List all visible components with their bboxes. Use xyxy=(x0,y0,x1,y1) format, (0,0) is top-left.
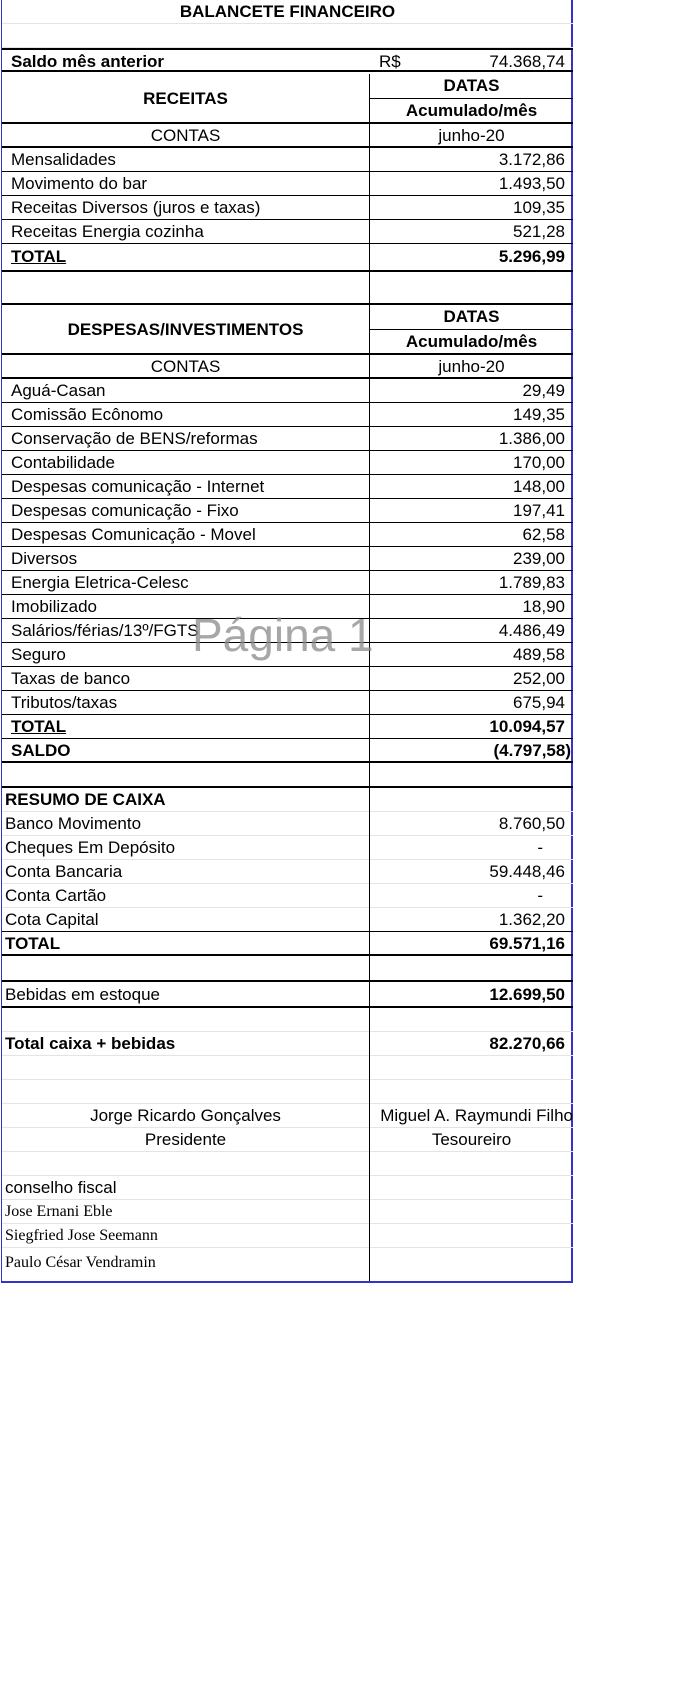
saldo-anterior-row xyxy=(2,48,573,72)
conselho-label: conselho fiscal xyxy=(5,1178,117,1197)
conselho-header-row xyxy=(2,1176,573,1200)
resumo-header-empty xyxy=(369,788,573,812)
table-row xyxy=(2,619,573,643)
receitas-acumulado: Acumulado/mês xyxy=(369,99,573,124)
table-row xyxy=(2,836,573,860)
spacer-cell xyxy=(369,272,573,305)
conselho-empty xyxy=(369,1200,573,1224)
table-row xyxy=(2,1224,573,1248)
table-row xyxy=(2,547,573,571)
table-row xyxy=(2,571,573,595)
table-row xyxy=(2,691,573,715)
tesoureiro-name-cell xyxy=(369,1104,573,1128)
saldo-anterior-label: Saldo mês anterior xyxy=(11,52,165,71)
spreadsheet-page xyxy=(1,0,573,1283)
title-row xyxy=(2,0,573,24)
receita-value: 109,35 xyxy=(369,196,573,220)
receita-label: Mensalidades xyxy=(11,150,116,169)
despesa-value: 62,58 xyxy=(369,523,573,547)
receitas-header: RECEITAS xyxy=(143,89,228,108)
despesa-label: Contabilidade xyxy=(11,453,115,472)
resumo-value: - xyxy=(369,836,573,860)
table-row xyxy=(2,523,573,547)
despesa-value: 1.386,00 xyxy=(369,427,573,451)
despesa-value: 148,00 xyxy=(369,475,573,499)
spacer-row xyxy=(2,1152,573,1176)
bebidas-row xyxy=(2,982,573,1008)
resumo-label: Cota Capital xyxy=(5,910,99,929)
receitas-period: junho-20 xyxy=(369,124,573,148)
receitas-header-block xyxy=(2,74,573,124)
despesa-value: 239,00 xyxy=(369,547,573,571)
resumo-header: RESUMO DE CAIXA xyxy=(5,790,166,809)
despesas-contas-label: CONTAS xyxy=(150,357,221,376)
receita-label: Receitas Energia cozinha xyxy=(11,222,204,241)
spacer-cell xyxy=(369,1056,573,1080)
saldo-label: SALDO xyxy=(11,741,71,760)
spacer-cell xyxy=(369,763,573,788)
receita-value: 3.172,86 xyxy=(369,148,573,172)
table-row xyxy=(2,172,573,196)
spacer-cell xyxy=(369,1080,573,1104)
page-title: BALANCETE FINANCEIRO xyxy=(179,2,396,21)
conselho-member: Siegfried Jose Seemann xyxy=(5,1227,158,1244)
despesa-value: 29,49 xyxy=(369,379,573,403)
conselho-empty xyxy=(369,1176,573,1200)
receita-label: Movimento do bar xyxy=(11,174,148,193)
table-row xyxy=(2,148,573,172)
receita-value: 521,28 xyxy=(369,220,573,244)
resumo-value: - xyxy=(369,884,573,908)
table-row xyxy=(2,499,573,523)
table-row xyxy=(2,667,573,691)
despesa-value: 4.486,49 xyxy=(369,619,573,643)
despesas-total-text: TOTAL xyxy=(11,717,67,736)
despesa-label: Seguro xyxy=(11,645,66,664)
resumo-value: 59.448,46 xyxy=(369,860,573,884)
despesa-value: 1.789,83 xyxy=(369,571,573,595)
despesas-datas: DATAS xyxy=(369,305,573,330)
conselho-member: Paulo César Vendramin xyxy=(5,1254,156,1271)
resumo-label: Cheques Em Depósito xyxy=(5,838,176,857)
receitas-total-text: TOTAL xyxy=(11,247,67,266)
presidente-name: Jorge Ricardo Gonçalves xyxy=(90,1106,281,1125)
spacer-cell xyxy=(369,1152,573,1176)
total-caixa-label: Total caixa + bebidas xyxy=(5,1034,176,1053)
signature-names-row xyxy=(2,1104,573,1128)
despesa-value: 149,35 xyxy=(369,403,573,427)
spacer-row xyxy=(2,1080,573,1104)
spacer-row xyxy=(2,1056,573,1080)
resumo-value: 1.362,20 xyxy=(369,908,573,932)
bebidas-label: Bebidas em estoque xyxy=(5,985,160,1004)
signature-roles-row xyxy=(2,1128,573,1152)
spacer-row xyxy=(2,1008,573,1032)
despesa-label: Tributos/taxas xyxy=(11,693,118,712)
despesa-label: Despesas comunicação - Internet xyxy=(11,477,265,496)
spacer-cell xyxy=(369,956,573,982)
resumo-total-label: TOTAL xyxy=(5,934,61,953)
tesoureiro-name: Miguel A. Raymundi Filho xyxy=(380,1106,573,1125)
receita-label: Receitas Diversos (juros e taxas) xyxy=(11,198,261,217)
despesas-contas-row xyxy=(2,355,573,379)
despesa-label: Imobilizado xyxy=(11,597,97,616)
presidente-role: Presidente xyxy=(144,1130,227,1149)
saldo-anterior-value: 74.368,74 xyxy=(489,52,565,71)
despesa-value: 675,94 xyxy=(369,691,573,715)
despesa-label: Energia Eletrica-Celesc xyxy=(11,573,189,592)
receitas-contas-row xyxy=(2,124,573,148)
table-row xyxy=(2,884,573,908)
resumo-label: Conta Bancaria xyxy=(5,862,123,881)
receitas-contas-label: CONTAS xyxy=(150,126,221,145)
despesa-value: 170,00 xyxy=(369,451,573,475)
saldo-row xyxy=(2,739,573,763)
table-row xyxy=(2,403,573,427)
table-row xyxy=(2,1200,573,1224)
despesa-label: Taxas de banco xyxy=(11,669,131,688)
spacer-row xyxy=(2,956,573,982)
resumo-value: 8.760,50 xyxy=(369,812,573,836)
conselho-empty xyxy=(369,1248,573,1281)
despesa-label: Despesas comunicação - Fixo xyxy=(11,501,239,520)
despesa-label: Aguá-Casan xyxy=(11,381,106,400)
table-row xyxy=(2,379,573,403)
table-row xyxy=(2,860,573,884)
receitas-total-label xyxy=(2,244,369,272)
table-row xyxy=(2,643,573,667)
receitas-datas: DATAS xyxy=(369,74,573,99)
spacer-row xyxy=(2,763,573,788)
empty-row xyxy=(2,24,573,48)
table-row xyxy=(2,812,573,836)
despesa-label: Salários/férias/13º/FGTS xyxy=(11,621,199,640)
receitas-total-value: 5.296,99 xyxy=(369,244,573,272)
conselho-empty xyxy=(369,1224,573,1248)
despesas-header: DESPESAS/INVESTIMENTOS xyxy=(67,320,304,339)
despesa-value: 18,90 xyxy=(369,595,573,619)
total-caixa-value: 82.270,66 xyxy=(369,1032,573,1056)
despesas-header-block xyxy=(2,305,573,355)
spacer-row xyxy=(2,272,573,305)
despesa-label: Diversos xyxy=(11,549,78,568)
table-row xyxy=(2,427,573,451)
receita-value: 1.493,50 xyxy=(369,172,573,196)
tesoureiro-role: Tesoureiro xyxy=(369,1128,573,1152)
table-row xyxy=(2,1248,573,1281)
conselho-member: Jose Ernani Eble xyxy=(5,1203,113,1220)
page-watermark: Página 1 xyxy=(192,609,374,661)
table-row xyxy=(2,196,573,220)
despesa-value: 252,00 xyxy=(369,667,573,691)
despesa-value: 197,41 xyxy=(369,499,573,523)
table-row xyxy=(2,475,573,499)
table-row xyxy=(2,451,573,475)
despesa-label: Comissão Ecônomo xyxy=(11,405,164,424)
despesas-acumulado: Acumulado/mês xyxy=(369,330,573,355)
despesas-total-value: 10.094,57 xyxy=(369,715,573,739)
table-row xyxy=(2,908,573,932)
resumo-total-value: 69.571,16 xyxy=(369,932,573,956)
despesa-label: Conservação de BENS/reformas xyxy=(11,429,258,448)
despesas-total-label xyxy=(2,715,369,739)
table-row xyxy=(2,595,573,619)
table-row xyxy=(2,220,573,244)
despesa-label: Despesas Comunicação - Movel xyxy=(11,525,256,544)
spacer-cell xyxy=(369,1008,573,1032)
saldo-value: (4.797,58) xyxy=(369,739,573,763)
resumo-label: Banco Movimento xyxy=(5,814,142,833)
resumo-label: Conta Cartão xyxy=(5,886,107,905)
despesa-value: 489,58 xyxy=(369,643,573,667)
receitas-total-row xyxy=(2,244,573,272)
resumo-header-row xyxy=(2,788,573,812)
total-caixa-row xyxy=(2,1032,573,1056)
despesas-total-row xyxy=(2,715,573,739)
resumo-total-row xyxy=(2,932,573,956)
bebidas-value: 12.699,50 xyxy=(369,982,573,1008)
saldo-anterior-currency: R$ xyxy=(379,52,401,71)
despesas-period: junho-20 xyxy=(369,355,573,379)
